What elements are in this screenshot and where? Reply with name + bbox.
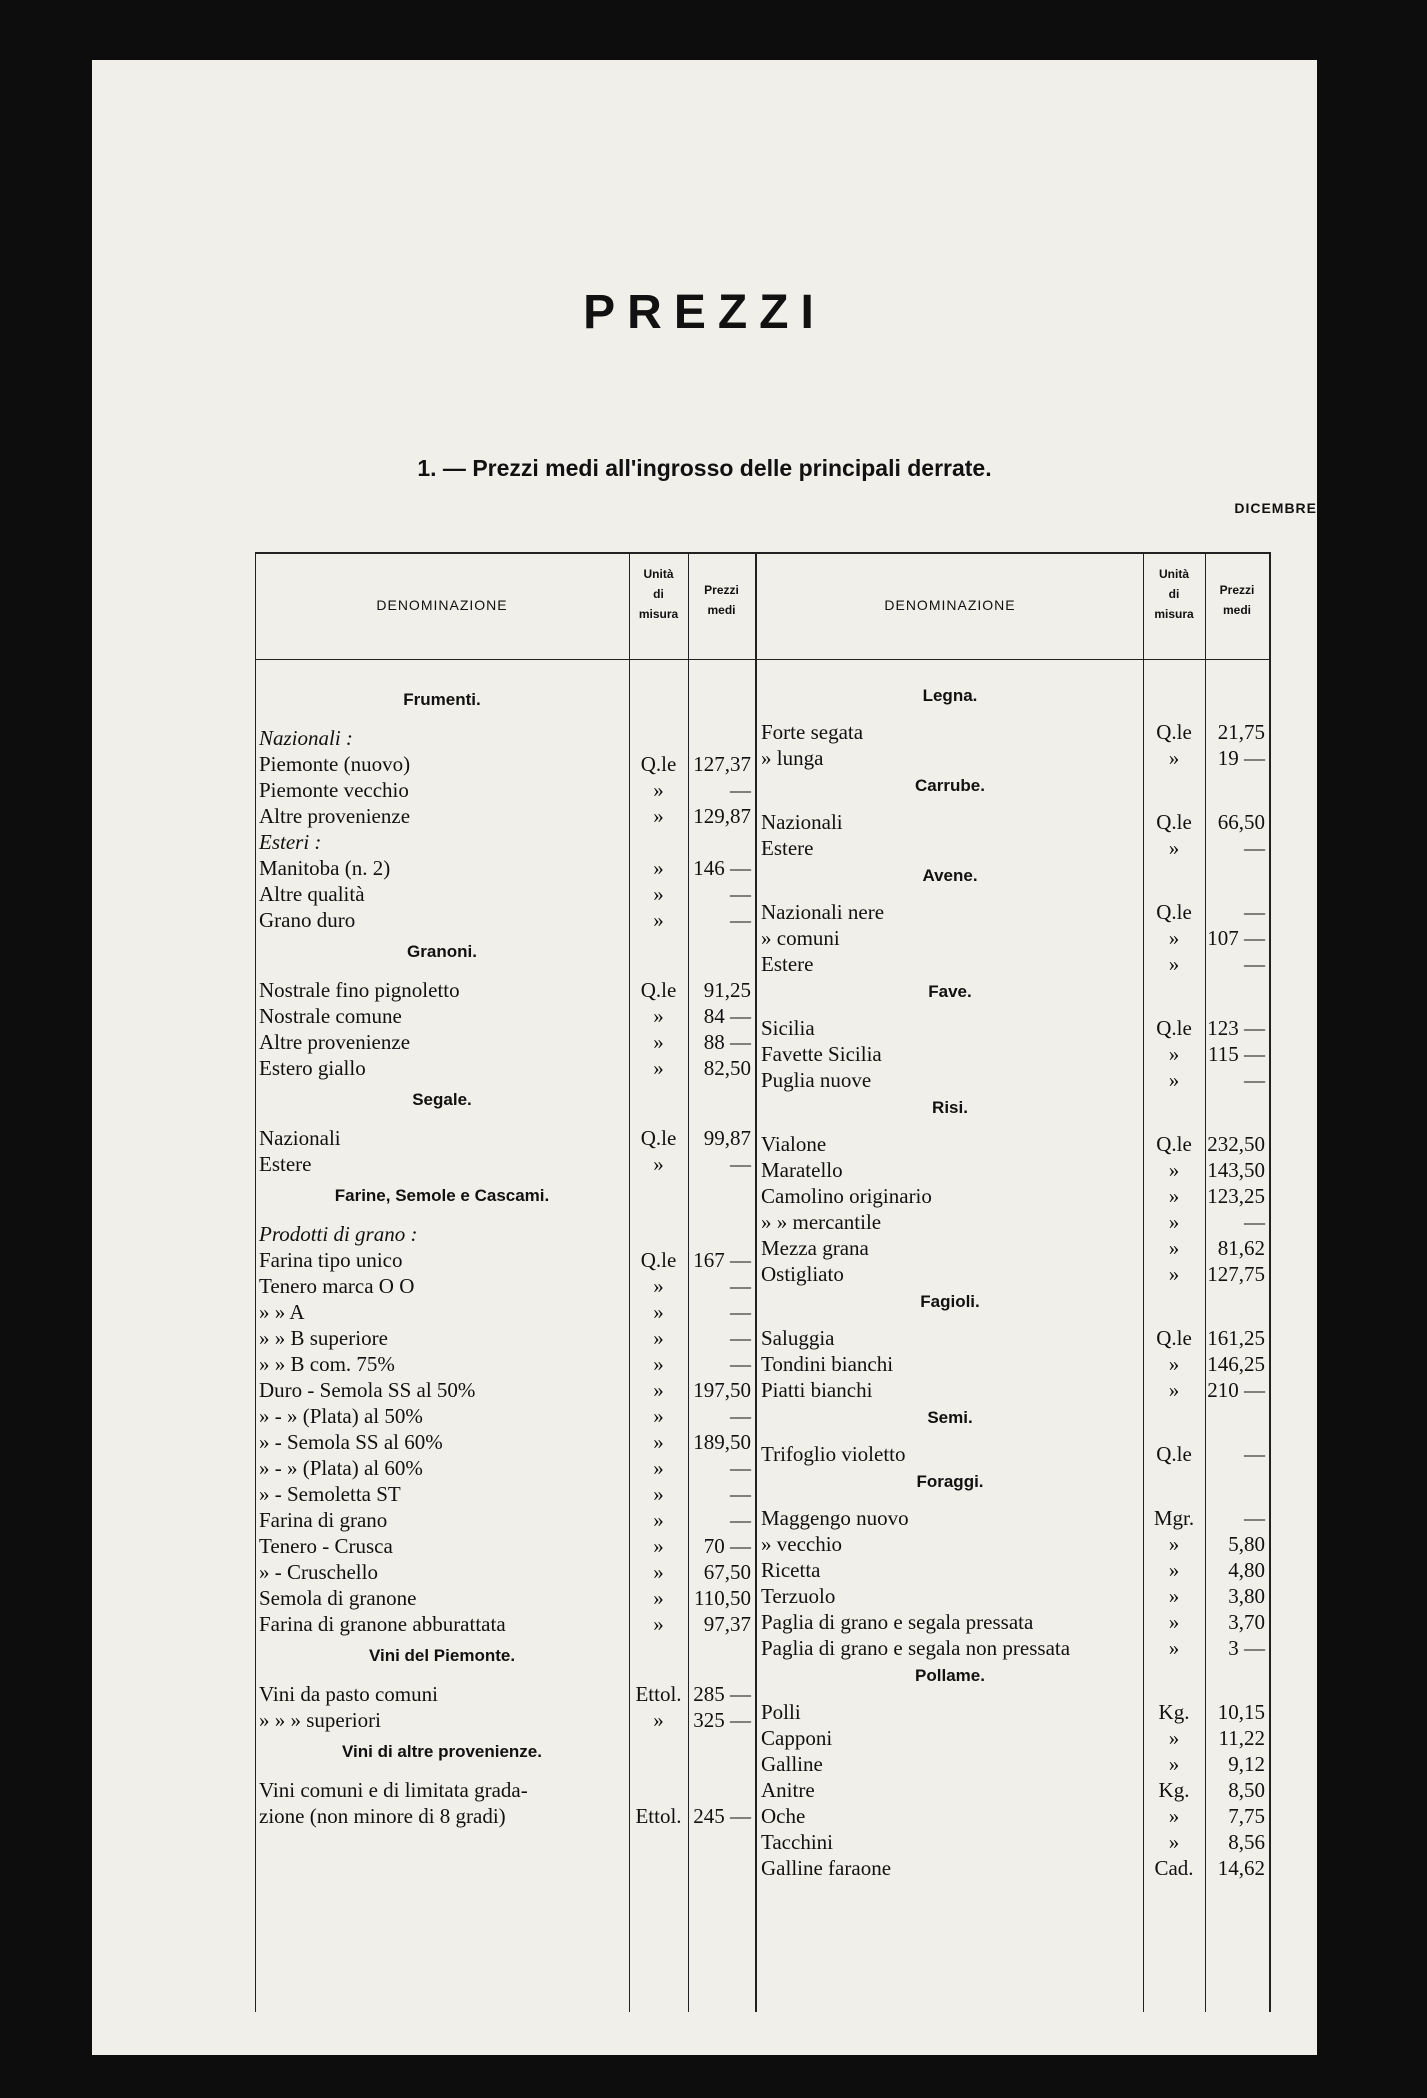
item-name: Nazionali — [761, 810, 843, 834]
header-prezzi-line1: Prezzi — [1219, 583, 1255, 597]
item-unit: » — [653, 1708, 664, 1732]
item-name: Sicilia — [761, 1016, 815, 1040]
item-unit: » — [1168, 746, 1180, 770]
section-heading: Legna. — [922, 686, 978, 705]
header-prezzi-left — [688, 580, 755, 620]
header-unita-line1: Unità — [643, 567, 674, 581]
item-unit: Q.le — [640, 752, 677, 776]
item-name: » » » superiori — [259, 1708, 381, 1732]
item-unit: » — [1168, 1636, 1180, 1660]
item-unit: » — [653, 1030, 664, 1054]
table-row — [761, 952, 1269, 976]
section-heading: Foraggi. — [916, 1472, 984, 1491]
item-unit: » — [653, 1004, 664, 1028]
item-name: Piatti bianchi — [761, 1378, 873, 1402]
item-unit: Q.le — [1156, 900, 1192, 924]
item-unit: » — [1168, 1158, 1180, 1182]
table-row — [761, 1158, 1269, 1182]
table-row — [259, 1274, 755, 1298]
table-row — [761, 1558, 1269, 1582]
item-unit: » — [1168, 1532, 1180, 1556]
table-row — [259, 882, 755, 906]
item-name: » - Semola SS al 60% — [259, 1430, 443, 1454]
item-price: — — [1244, 1506, 1265, 1530]
section-heading: Farine, Semole e Cascami. — [334, 1186, 550, 1205]
header-unita-line2: di — [653, 587, 664, 601]
item-unit: Q.le — [1156, 1326, 1192, 1350]
item-unit: » — [1168, 836, 1180, 860]
table-row — [259, 1586, 755, 1610]
table-row — [761, 1236, 1269, 1260]
table-row — [259, 1004, 755, 1028]
item-name: » - » (Plata) al 50% — [259, 1404, 423, 1428]
header-prezzi-line2: medi — [707, 603, 736, 617]
item-price: 88 — — [703, 1030, 751, 1054]
item-price: 14,62 — [1217, 1856, 1265, 1880]
item-price: 82,50 — [703, 1056, 751, 1080]
item-unit: » — [1168, 1752, 1180, 1776]
table-row — [259, 1126, 755, 1150]
item-unit: » — [1168, 1262, 1180, 1286]
item-name: Estere — [761, 836, 814, 860]
item-price: 161,25 — [1207, 1326, 1265, 1350]
item-name: Camolino originario — [761, 1184, 932, 1208]
header-bottom-rule — [255, 659, 1270, 660]
item-name: Vini comuni e di limitata grada- — [259, 1778, 528, 1802]
item-unit: » — [1168, 1804, 1180, 1828]
item-name: » » mercantile — [761, 1210, 882, 1234]
item-name: Polli — [761, 1700, 801, 1724]
table-row — [761, 1042, 1269, 1066]
item-price: 123 — — [1207, 1016, 1265, 1040]
table-row — [761, 1856, 1269, 1880]
item-price: 107 — — [1207, 926, 1265, 950]
item-price: — — [730, 1508, 751, 1532]
item-unit: Q.le — [1156, 1016, 1192, 1040]
header-prezzi-line2: medi — [1222, 603, 1251, 617]
item-price: — — [1244, 836, 1265, 860]
item-price: 123,25 — [1207, 1184, 1265, 1208]
item-price: 5,80 — [1228, 1532, 1265, 1556]
table-row — [259, 1300, 755, 1324]
item-price: 3 — — [1228, 1636, 1265, 1660]
item-unit: » — [653, 856, 664, 880]
item-name: Farina di granone abburattata — [259, 1612, 506, 1636]
item-price: — — [730, 1274, 751, 1298]
table-row — [259, 1804, 755, 1828]
section-heading: Risi. — [932, 1098, 968, 1117]
table-row — [761, 1700, 1269, 1724]
item-price: 232,50 — [1207, 1132, 1265, 1156]
item-price: 3,70 — [1228, 1610, 1265, 1634]
subsection-heading: Nazionali : — [259, 726, 353, 750]
item-unit: » — [653, 1508, 664, 1532]
item-price: 285 — — [693, 1682, 751, 1706]
item-name: Tondini bianchi — [761, 1352, 894, 1376]
item-unit: » — [653, 1534, 664, 1558]
header-prezzi-right — [1205, 580, 1269, 620]
item-price: 325 — — [693, 1708, 751, 1732]
table-row — [761, 900, 1269, 924]
price-table — [255, 552, 1317, 2042]
item-unit: » — [653, 1456, 664, 1480]
item-price: 9,12 — [1228, 1752, 1265, 1776]
item-price: — — [730, 1352, 751, 1376]
item-name: Vialone — [761, 1132, 827, 1156]
item-unit: » — [653, 1274, 664, 1298]
table-row — [259, 1456, 755, 1480]
item-price: 8,56 — [1228, 1830, 1265, 1854]
item-name: Maggengo nuovo — [761, 1506, 909, 1530]
header-prezzi-line1: Prezzi — [704, 583, 739, 597]
item-price: 146,25 — [1207, 1352, 1265, 1376]
header-unita-line2: di — [1168, 587, 1180, 601]
table-row — [761, 1326, 1269, 1350]
item-name: Galline faraone — [761, 1856, 892, 1880]
item-price: 245 — — [693, 1804, 751, 1828]
table-row — [761, 1016, 1269, 1040]
table-row — [259, 752, 755, 776]
item-price: 8,50 — [1228, 1778, 1265, 1802]
section-heading: Carrube. — [915, 776, 985, 795]
item-unit: Ettol. — [635, 1804, 682, 1828]
item-unit: Q.le — [640, 1248, 677, 1272]
table-row — [259, 1560, 755, 1584]
table-row — [761, 1804, 1269, 1828]
item-unit: » — [1168, 926, 1180, 950]
item-price: 110,50 — [694, 1586, 751, 1610]
page-title: PREZZI — [583, 286, 826, 339]
item-unit: » — [1168, 952, 1180, 976]
item-unit: » — [653, 1326, 664, 1350]
section-heading: Fagioli. — [920, 1292, 980, 1311]
table-row — [259, 1352, 755, 1376]
item-name: Puglia nuove — [761, 1068, 872, 1092]
table-row — [761, 1778, 1269, 1802]
item-price: 81,62 — [1217, 1236, 1265, 1260]
section-heading: Frumenti. — [403, 690, 481, 709]
document-page — [92, 60, 1317, 2055]
item-unit: » — [1168, 1558, 1180, 1582]
item-price: 99,87 — [703, 1126, 751, 1150]
item-unit: Q.le — [1156, 810, 1192, 834]
item-unit: » — [1168, 1610, 1180, 1634]
item-name: Piemonte (nuovo) — [259, 752, 411, 776]
item-unit: » — [1168, 1042, 1180, 1066]
table-row — [259, 1404, 755, 1428]
item-price: 143,50 — [1207, 1158, 1265, 1182]
item-unit: » — [653, 1152, 664, 1176]
item-name: » » B superiore — [259, 1326, 388, 1350]
item-name: Anitre — [761, 1778, 815, 1802]
section-heading: Avene. — [922, 866, 978, 885]
item-name: » - Cruschello — [259, 1560, 378, 1584]
item-unit: Cad. — [1154, 1856, 1194, 1880]
item-name: zione (non minore di 8 gradi) — [259, 1804, 506, 1828]
header-unita-line3: misura — [1154, 607, 1194, 621]
table-row — [259, 1030, 755, 1054]
col-rule-middle — [755, 552, 757, 2012]
item-unit: Q.le — [1156, 1132, 1192, 1156]
table-row — [761, 1210, 1269, 1234]
header-unita-line1: Unità — [1159, 567, 1189, 581]
item-name: Altre provenienze — [259, 804, 411, 828]
table-row — [761, 1378, 1269, 1402]
table-row — [259, 804, 755, 828]
item-price: — — [1244, 952, 1265, 976]
item-name: » » B com. 75% — [259, 1352, 395, 1376]
item-price: 97,37 — [703, 1612, 751, 1636]
table-row — [761, 1830, 1269, 1854]
table-row — [259, 1482, 755, 1506]
item-name: Vini da pasto comuni — [259, 1682, 438, 1706]
item-name: Ricetta — [761, 1558, 821, 1582]
item-name: » - » (Plata) al 60% — [259, 1456, 423, 1480]
item-name: Maratello — [761, 1158, 843, 1182]
item-unit: Q.le — [1156, 1442, 1192, 1466]
table-row — [259, 1378, 755, 1402]
item-name: Paglia di grano e segala non pressata — [761, 1636, 1071, 1660]
section-heading: Segale. — [412, 1090, 472, 1109]
item-unit: » — [653, 778, 664, 802]
table-right-rule — [1269, 552, 1271, 2012]
section-heading: Fave. — [928, 982, 972, 1001]
item-unit: » — [1168, 1210, 1180, 1234]
header-denominazione-left: DENOMINAZIONE — [376, 597, 508, 613]
item-unit: » — [653, 882, 664, 906]
item-price: — — [1244, 1442, 1265, 1466]
table-row — [259, 908, 755, 932]
item-name: Mezza grana — [761, 1236, 869, 1260]
table-row — [259, 1152, 755, 1176]
month-label: DICEMBRE — [1234, 500, 1317, 516]
table-row — [761, 1636, 1269, 1660]
item-price: 115 — — [1208, 1042, 1265, 1066]
table-row — [761, 1506, 1269, 1530]
item-name: » » A — [259, 1300, 305, 1324]
item-unit: » — [1168, 1726, 1180, 1750]
item-name: Piemonte vecchio — [259, 778, 409, 802]
item-name: Duro - Semola SS al 50% — [259, 1378, 476, 1402]
item-unit: » — [653, 1300, 664, 1324]
item-name: » - Semoletta ST — [259, 1482, 401, 1506]
item-name: Tacchini — [761, 1830, 833, 1854]
item-name: Estere — [761, 952, 814, 976]
item-unit: » — [1168, 1830, 1180, 1854]
table-row — [761, 810, 1269, 834]
item-name: Tenero - Crusca — [259, 1534, 393, 1558]
item-price: — — [1244, 1210, 1265, 1234]
item-price: 10,15 — [1217, 1700, 1265, 1724]
item-price: 66,50 — [1217, 810, 1265, 834]
table-row — [761, 1352, 1269, 1376]
table-left-rule — [255, 552, 256, 2012]
table-row — [259, 1612, 755, 1636]
table-row — [761, 1262, 1269, 1286]
item-price: — — [1244, 900, 1265, 924]
item-unit: Q.le — [640, 978, 677, 1002]
section-heading: Pollame. — [915, 1666, 985, 1685]
table-row — [259, 1708, 755, 1732]
table-row — [761, 1132, 1269, 1156]
item-name: Saluggia — [761, 1326, 835, 1350]
item-name: Manitoba (n. 2) — [259, 856, 391, 880]
item-unit: » — [653, 1378, 664, 1402]
item-price: 127,37 — [693, 752, 751, 776]
table-row — [761, 1184, 1269, 1208]
subsection-heading: Prodotti di grano : — [259, 1222, 418, 1246]
item-unit: » — [1168, 1068, 1180, 1092]
item-name: » vecchio — [761, 1532, 843, 1556]
item-name: Ostigliato — [761, 1262, 844, 1286]
table-row — [259, 1682, 755, 1706]
item-unit: » — [1168, 1236, 1180, 1260]
table-row — [761, 836, 1269, 860]
table-row — [259, 1778, 755, 1802]
item-name: Galline — [761, 1752, 823, 1776]
header-unita-right — [1143, 564, 1205, 624]
item-price: 129,87 — [693, 804, 751, 828]
item-price: — — [730, 1404, 751, 1428]
table-row — [259, 856, 755, 880]
item-price: 11,22 — [1218, 1726, 1265, 1750]
item-unit: » — [1168, 1584, 1180, 1608]
header-unita-line3: misura — [638, 607, 679, 621]
table-row — [761, 1584, 1269, 1608]
item-price: 67,50 — [703, 1560, 751, 1584]
item-name: Capponi — [761, 1726, 833, 1750]
table-row — [259, 1534, 755, 1558]
item-name: Nazionali — [259, 1126, 341, 1150]
item-name: Estero giallo — [259, 1056, 366, 1080]
item-price: — — [730, 1300, 751, 1324]
item-unit: » — [653, 1612, 664, 1636]
item-name: Nazionali nere — [761, 900, 885, 924]
item-name: Forte segata — [761, 720, 864, 744]
item-unit: » — [653, 908, 664, 932]
header-unita-left — [629, 564, 688, 624]
item-unit: » — [1168, 1184, 1180, 1208]
item-name: » comuni — [761, 926, 840, 950]
item-unit: » — [653, 1056, 664, 1080]
item-unit: » — [653, 1352, 664, 1376]
item-unit: Q.le — [640, 1126, 677, 1150]
item-price: 84 — — [703, 1004, 751, 1028]
table-row — [761, 1610, 1269, 1634]
item-name: Grano duro — [259, 908, 356, 932]
item-price: 210 — — [1207, 1378, 1265, 1402]
item-name: Estere — [259, 1152, 312, 1176]
table-row — [761, 1752, 1269, 1776]
item-name: Farina di grano — [259, 1508, 388, 1532]
table-row — [761, 926, 1269, 950]
table-row — [259, 1430, 755, 1454]
item-price: — — [730, 1482, 751, 1506]
item-unit: Mgr. — [1153, 1506, 1195, 1530]
item-price: 91,25 — [703, 978, 751, 1002]
item-price: — — [730, 778, 751, 802]
item-price: 167 — — [693, 1248, 751, 1272]
item-unit: » — [653, 1586, 664, 1610]
table-row — [761, 720, 1269, 744]
item-price: — — [730, 908, 751, 932]
item-unit: » — [653, 1482, 664, 1506]
item-name: Trifoglio violetto — [761, 1442, 906, 1466]
table-caption: 1. — Prezzi medi all'ingrosso delle principali derrate. — [417, 455, 992, 481]
item-price: — — [1244, 1068, 1265, 1092]
item-price: — — [730, 1326, 751, 1350]
item-name: Terzuolo — [761, 1584, 836, 1608]
item-price: 146 — — [693, 856, 751, 880]
table-top-rule — [255, 552, 1270, 554]
item-name: Oche — [761, 1804, 806, 1828]
item-unit: Ettol. — [635, 1682, 682, 1706]
item-price: 7,75 — [1228, 1804, 1265, 1828]
table-row — [259, 978, 755, 1002]
item-unit: Q.le — [1156, 720, 1192, 744]
item-name: Altre qualità — [259, 882, 365, 906]
table-row — [761, 1532, 1269, 1556]
item-name: Tenero marca O O — [259, 1274, 415, 1298]
item-unit: » — [653, 1404, 664, 1428]
item-price: 70 — — [703, 1534, 751, 1558]
header-denominazione-right: DENOMINAZIONE — [884, 597, 1016, 613]
item-price: 197,50 — [693, 1378, 751, 1402]
section-heading: Semi. — [927, 1408, 973, 1427]
item-name: » lunga — [761, 746, 824, 770]
item-unit: » — [653, 804, 664, 828]
item-unit: Kg. — [1158, 1778, 1190, 1802]
item-name: Farina tipo unico — [259, 1248, 403, 1272]
item-unit: » — [1168, 1352, 1180, 1376]
item-price: 189,50 — [693, 1430, 751, 1454]
table-row — [259, 778, 755, 802]
item-name: Nostrale fino pignoletto — [259, 978, 460, 1002]
table-row — [259, 1248, 755, 1272]
table-row — [761, 746, 1269, 770]
item-price: 19 — — [1217, 746, 1265, 770]
item-unit: » — [653, 1560, 664, 1584]
item-price: — — [730, 1152, 751, 1176]
table-row — [761, 1068, 1269, 1092]
section-heading: Vini del Piemonte. — [368, 1646, 516, 1665]
item-price: — — [730, 882, 751, 906]
table-row — [259, 1508, 755, 1532]
item-unit: Kg. — [1158, 1700, 1190, 1724]
item-name: Paglia di grano e segala pressata — [761, 1610, 1034, 1634]
item-price: — — [730, 1456, 751, 1480]
item-price: 3,80 — [1228, 1584, 1265, 1608]
item-name: Semola di granone — [259, 1586, 417, 1610]
table-row — [259, 1326, 755, 1350]
item-name: Altre provenienze — [259, 1030, 411, 1054]
table-row — [259, 1056, 755, 1080]
item-unit: » — [653, 1430, 664, 1454]
subsection-heading: Esteri : — [259, 830, 322, 854]
item-unit: » — [1168, 1378, 1180, 1402]
section-heading: Granoni. — [407, 942, 477, 961]
table-row — [761, 1442, 1269, 1466]
item-price: 127,75 — [1207, 1262, 1265, 1286]
section-heading: Vini di altre provenienze. — [342, 1742, 542, 1761]
item-name: Favette Sicilia — [761, 1042, 882, 1066]
item-name: Nostrale comune — [259, 1004, 402, 1028]
table-row — [761, 1726, 1269, 1750]
item-price: 21,75 — [1217, 720, 1265, 744]
item-price: 4,80 — [1228, 1558, 1265, 1582]
